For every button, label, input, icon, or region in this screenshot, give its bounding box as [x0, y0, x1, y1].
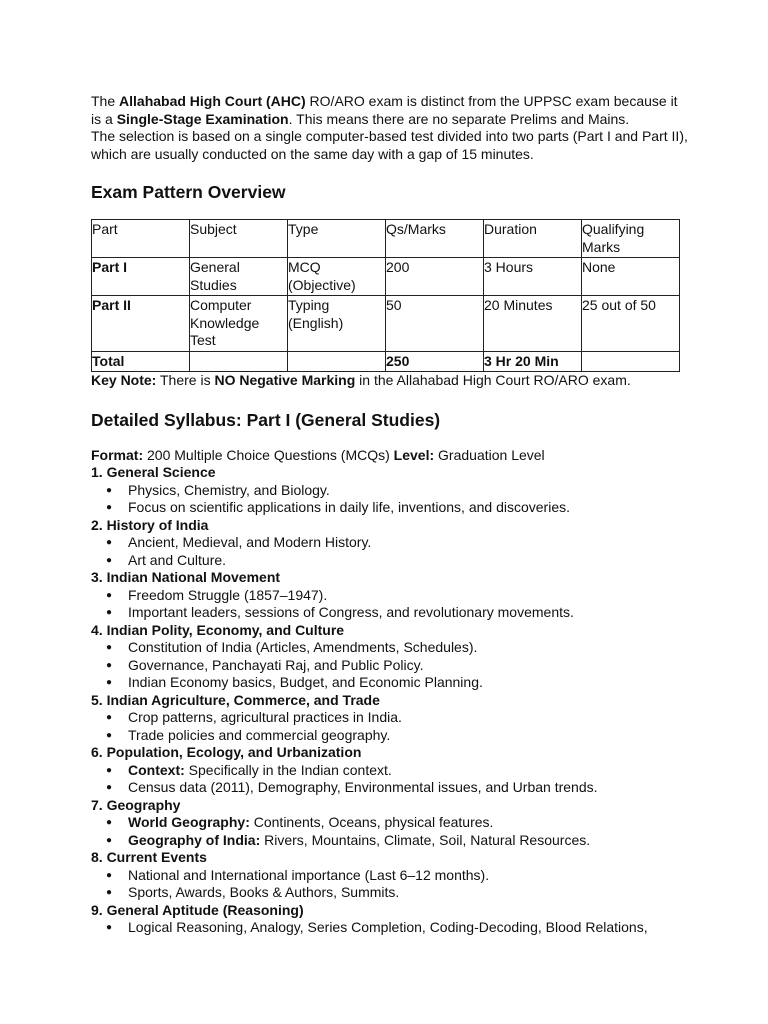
bullet-list [91, 534, 691, 569]
table-cell: 200 [386, 258, 484, 296]
list-item-text: Focus on scientific applications in daily life, inventions, and discoveries. [128, 499, 571, 515]
format-line [91, 447, 691, 465]
list-item-text: Important leaders, sessions of Congress, and revolutionary movements. [128, 604, 574, 620]
table-cell: 25 out of 50 [582, 296, 680, 352]
list-item [91, 727, 691, 745]
table-cell [92, 258, 190, 296]
part-label: Part I [92, 259, 128, 275]
intro-bold-single-stage: Single-Stage Examination [116, 110, 289, 127]
total-label: Total [92, 352, 125, 369]
exam-pattern-heading: Exam Pattern Overview [91, 182, 286, 202]
table-cell [92, 296, 190, 352]
list-item [91, 867, 691, 885]
list-item-text: National and International importance (Last 6–12 months). [128, 866, 490, 883]
list-item [91, 657, 691, 675]
section-title: 7. Geography [91, 796, 181, 813]
table-cell: 20 Minutes [484, 296, 582, 352]
section-title: 3. Indian National Movement [91, 569, 281, 585]
format-value: 200 Multiple Choice Questions (MCQs) [143, 446, 394, 463]
table-header-cell: Subject [190, 220, 288, 258]
intro-text: . This means there are no separate Prelims and Mains. [288, 110, 630, 127]
bullet-list [91, 814, 691, 849]
intro-text: RO/ARO exam is distinct from the UPPSC exam because it is a [91, 93, 678, 127]
bullet-list [91, 587, 691, 622]
format-label: Format: [91, 446, 144, 463]
list-item [91, 499, 691, 517]
intro-paragraph-2: The selection is based on a single computer-based test divided into two parts (Part I and Part II), which are usually conducted on the same day with a gap of 15 minutes. [91, 128, 688, 162]
list-item-text: Crop patterns, agricultural practices in India. [128, 709, 402, 725]
list-item-text: Freedom Struggle (1857–1947). [128, 586, 328, 603]
table-header-cell: Part [92, 220, 190, 258]
intro-paragraph-1 [91, 93, 691, 128]
list-item [91, 604, 691, 622]
list-item-text: Ancient, Medieval, and Modern History. [128, 534, 372, 550]
table-cell: MCQ (Objective) [288, 258, 386, 296]
list-item-text: Constitution of India (Articles, Amendments, Schedules). [128, 639, 478, 655]
list-item [91, 534, 691, 552]
table-cell: 3 Hours [484, 258, 582, 296]
table-cell [92, 351, 190, 372]
list-item-text: Rivers, Mountains, Climate, Soil, Natural Resources. [260, 831, 591, 848]
list-item-text: Art and Culture. [128, 551, 227, 568]
list-item-text: Indian Economy basics, Budget, and Economic Planning. [128, 674, 483, 690]
table-total-row [92, 351, 680, 372]
section-title: 4. Indian Polity, Economy, and Culture [91, 621, 345, 638]
syllabus-sections [91, 464, 691, 937]
bullet-list [91, 762, 691, 797]
list-item-text: Specifically in the Indian context. [184, 761, 392, 778]
bullet-list [91, 639, 691, 692]
list-item [91, 832, 691, 850]
list-item-text: Physics, Chemistry, and Biology. [128, 481, 330, 498]
syllabus-heading: Detailed Syllabus: Part I (General Studies) [91, 409, 441, 430]
section-title: 1. General Science [91, 464, 216, 480]
table-cell [582, 351, 680, 372]
table-cell [484, 351, 582, 372]
key-note-text: There is [156, 372, 215, 388]
level-label: Level: [393, 446, 435, 463]
document-content [91, 93, 691, 937]
table-cell: Computer Knowledge Test [190, 296, 288, 352]
list-item-text: Logical Reasoning, Analogy, Series Completion, Coding-Decoding, Blood Relations, [128, 919, 648, 935]
key-note-text: in the Allahabad High Court RO/ARO exam. [355, 372, 631, 388]
list-item [91, 482, 691, 500]
table-cell [190, 351, 288, 372]
level-value: Graduation Level [434, 446, 545, 463]
section-title: 5. Indian Agriculture, Commerce, and Trade [91, 691, 380, 708]
intro-bold-ahc: Allahabad High Court (AHC) [119, 93, 306, 109]
list-item [91, 639, 691, 657]
list-item [91, 884, 691, 902]
list-item [91, 779, 691, 797]
section-title: 2. History of India [91, 516, 209, 533]
bullet-list [91, 482, 691, 517]
list-item [91, 814, 691, 832]
list-item [91, 919, 691, 937]
list-item [91, 552, 691, 570]
list-item-text: Governance, Panchayati Raj, and Public Policy. [128, 656, 424, 673]
total-duration: 3 Hr 20 Min [484, 352, 559, 369]
part-label: Part II [92, 297, 131, 313]
list-item-text: Sports, Awards, Books & Authors, Summits. [128, 884, 400, 900]
list-item [91, 709, 691, 727]
table-row [92, 296, 680, 352]
exam-pattern-table [91, 219, 680, 372]
section-title: 9. General Aptitude (Reasoning) [91, 901, 304, 918]
table-cell [386, 351, 484, 372]
list-item [91, 762, 691, 780]
list-item-label: Context: [128, 761, 185, 778]
table-header-cell: Type [288, 220, 386, 258]
key-note-label: Key Note: [91, 372, 157, 388]
list-item-label: Geography of India: [128, 831, 261, 848]
section-title: 8. Current Events [91, 849, 207, 865]
key-note-emphasis: NO Negative Marking [214, 372, 356, 388]
table-row [92, 258, 680, 296]
table-header-row [92, 220, 680, 258]
table-cell: General Studies [190, 258, 288, 296]
bullet-list [91, 919, 691, 937]
table-cell: 50 [386, 296, 484, 352]
list-item-text: Census data (2011), Demography, Environmental issues, and Urban trends. [128, 779, 598, 795]
total-marks: 250 [386, 352, 410, 369]
list-item [91, 587, 691, 605]
table-cell: Typing (English) [288, 296, 386, 352]
list-item-label: World Geography: [128, 814, 250, 830]
section-title: 6. Population, Ecology, and Urbanization [91, 744, 362, 760]
table-cell: None [582, 258, 680, 296]
table-header-cell: Qs/Marks [386, 220, 484, 258]
bullet-list [91, 867, 691, 902]
table-header-cell: Qualifying Marks [582, 220, 680, 258]
intro-text: The [91, 93, 120, 109]
list-item-text: Continents, Oceans, physical features. [249, 814, 494, 830]
list-item [91, 674, 691, 692]
table-cell [288, 351, 386, 372]
table-header-cell: Duration [484, 220, 582, 258]
list-item-text: Trade policies and commercial geography. [128, 726, 391, 743]
bullet-list [91, 709, 691, 744]
key-note [91, 372, 691, 390]
